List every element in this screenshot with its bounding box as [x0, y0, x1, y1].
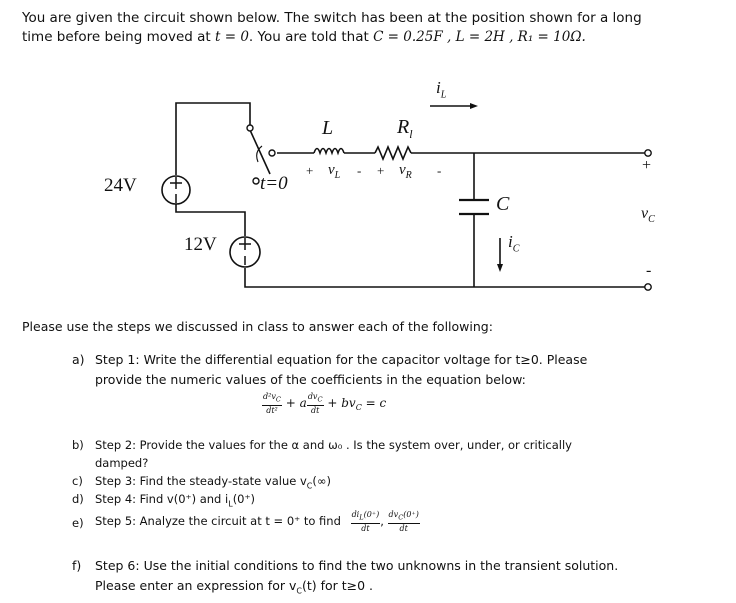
vl-label-sub: L	[334, 170, 341, 181]
ic-label	[508, 232, 519, 254]
intro-line-2-mid: . You are told that	[248, 29, 374, 45]
e-frac1-num: di	[351, 510, 360, 519]
question-a-equation	[262, 392, 386, 415]
intro-line-1: You are given the circuit shown below. The switch has been at the position shown for a long	[22, 10, 642, 26]
question-c-marker: c)	[72, 474, 83, 488]
question-b-line-1: Step 2: Provide the values for the α and ω₀ . Is the system over, under, or critically	[95, 438, 572, 452]
vl-label-main: v	[328, 162, 335, 178]
source-12v-label: 12V	[184, 234, 217, 255]
e-frac2-num: dv	[388, 510, 399, 519]
resistor-label	[397, 116, 413, 142]
ic-arrow-head	[497, 264, 503, 272]
eq-frac2-num-sub: C	[317, 395, 323, 404]
e-comma: ,	[380, 513, 384, 528]
eq-equals-c: = c	[361, 395, 387, 410]
question-c-tail: (∞)	[312, 474, 331, 488]
source-24v-label: 24V	[104, 175, 137, 196]
inductor-label: L	[322, 117, 334, 139]
eq-frac1-num-sub: C	[275, 395, 281, 404]
il-label-main: i	[436, 78, 441, 97]
vc-output-label-main: v	[641, 205, 649, 222]
output-plus: +	[642, 157, 652, 174]
question-a-line-2: provide the numeric values of the coefficients in the equation below:	[95, 372, 526, 387]
ic-label-sub: C	[512, 243, 520, 255]
e-frac-dil	[351, 510, 381, 533]
vl-label	[328, 162, 340, 181]
e-frac1-num-tail: (0⁺)	[363, 510, 380, 519]
intro-values: C = 0.25F , L = 2H , R₁ = 10Ω.	[373, 29, 586, 45]
question-c-sub: C	[306, 481, 313, 491]
question-f-line-2	[95, 578, 373, 596]
question-b-marker: b)	[72, 438, 84, 452]
eq-frac-d2vc	[262, 392, 282, 415]
vc-output-label-sub: C	[648, 214, 655, 226]
e-frac2-num-tail: (0⁺)	[403, 510, 419, 519]
question-c	[95, 474, 331, 490]
il-arrow-head	[470, 103, 478, 109]
eq-plus-a: + a	[285, 395, 307, 410]
resistor-label-sub: l	[409, 127, 413, 141]
question-e-text: Step 5: Analyze the circuit at t = 0⁺ to find	[95, 513, 341, 528]
question-f-line-2-prefix: Please enter an expression for v	[95, 578, 297, 593]
il-label-sub: L	[440, 89, 447, 101]
ic-label-main: i	[508, 232, 513, 251]
resistor-label-main: R	[397, 116, 410, 138]
eq-frac-dvc	[307, 392, 324, 415]
resistor-zigzag	[375, 147, 411, 159]
question-d-text: Step 4: Find v(0⁺) and i	[95, 492, 229, 506]
il-label	[436, 78, 446, 100]
vl-minus: -	[357, 163, 362, 178]
capacitor-label: C	[496, 193, 510, 215]
vl-plus: +	[306, 163, 314, 178]
question-e-marker: e)	[72, 516, 84, 530]
question-d-marker: d)	[72, 492, 84, 506]
question-b-line-2: damped?	[95, 456, 149, 470]
inductor-coil	[314, 149, 344, 154]
vr-label-sub: R	[405, 170, 412, 181]
question-f-line-1: Step 6: Use the initial conditions to find the two unknowns in the transient solution.	[95, 558, 619, 573]
question-d	[95, 492, 255, 508]
question-d-tail: (0⁺)	[232, 492, 256, 506]
eq-plus-bvc: + bv	[327, 395, 356, 410]
vr-label	[399, 162, 412, 181]
eq-vc-sub: C	[355, 403, 362, 413]
e-frac1-den: dt	[361, 523, 370, 533]
question-c-text: Step 3: Find the steady-state value v	[95, 474, 307, 488]
instructions: Please use the steps we discussed in class to answer each of the following:	[22, 319, 493, 334]
question-f-line-2-tail: (t) for t≥0 .	[301, 578, 374, 593]
output-minus: -	[646, 262, 652, 279]
question-f-marker: f)	[72, 558, 82, 573]
intro-t0: t = 0	[215, 29, 249, 45]
output-terminal-bottom	[645, 284, 651, 290]
question-a-marker: a)	[72, 352, 85, 367]
eq-frac2-num: dv	[307, 392, 318, 401]
eq-frac1-den: dt²	[266, 405, 278, 415]
wire-24v-top	[176, 103, 250, 175]
switch-blade	[250, 130, 270, 174]
switch-time-label: t=0	[260, 173, 288, 194]
vr-plus: +	[377, 163, 385, 178]
switch-pivot	[269, 150, 275, 156]
e-frac2-den: dt	[399, 523, 408, 533]
switch-contact-bottom	[253, 178, 259, 184]
e-frac-dvc	[388, 510, 420, 533]
vr-minus: -	[437, 163, 442, 178]
question-d-sub: L	[228, 499, 233, 509]
wire-24v-bottom	[176, 204, 245, 236]
e-frac2-num-sub: C	[398, 513, 404, 522]
eq-frac2-den: dt	[311, 405, 320, 415]
output-terminal-top	[645, 150, 651, 156]
eq-frac1-num: d²v	[263, 392, 276, 401]
vc-output-label	[641, 205, 655, 225]
intro-line-2-prefix: time before being moved at	[22, 29, 215, 45]
question-f-line-2-sub: C	[296, 586, 302, 596]
e-frac1-num-sub: L	[359, 513, 364, 522]
question-a-line-1: Step 1: Write the differential equation for the capacitor voltage for t≥0. Please	[95, 352, 588, 367]
ground-rail	[245, 268, 648, 287]
vr-label-main: v	[399, 162, 406, 178]
switch-contact-top	[247, 125, 253, 131]
question-e	[95, 510, 420, 533]
